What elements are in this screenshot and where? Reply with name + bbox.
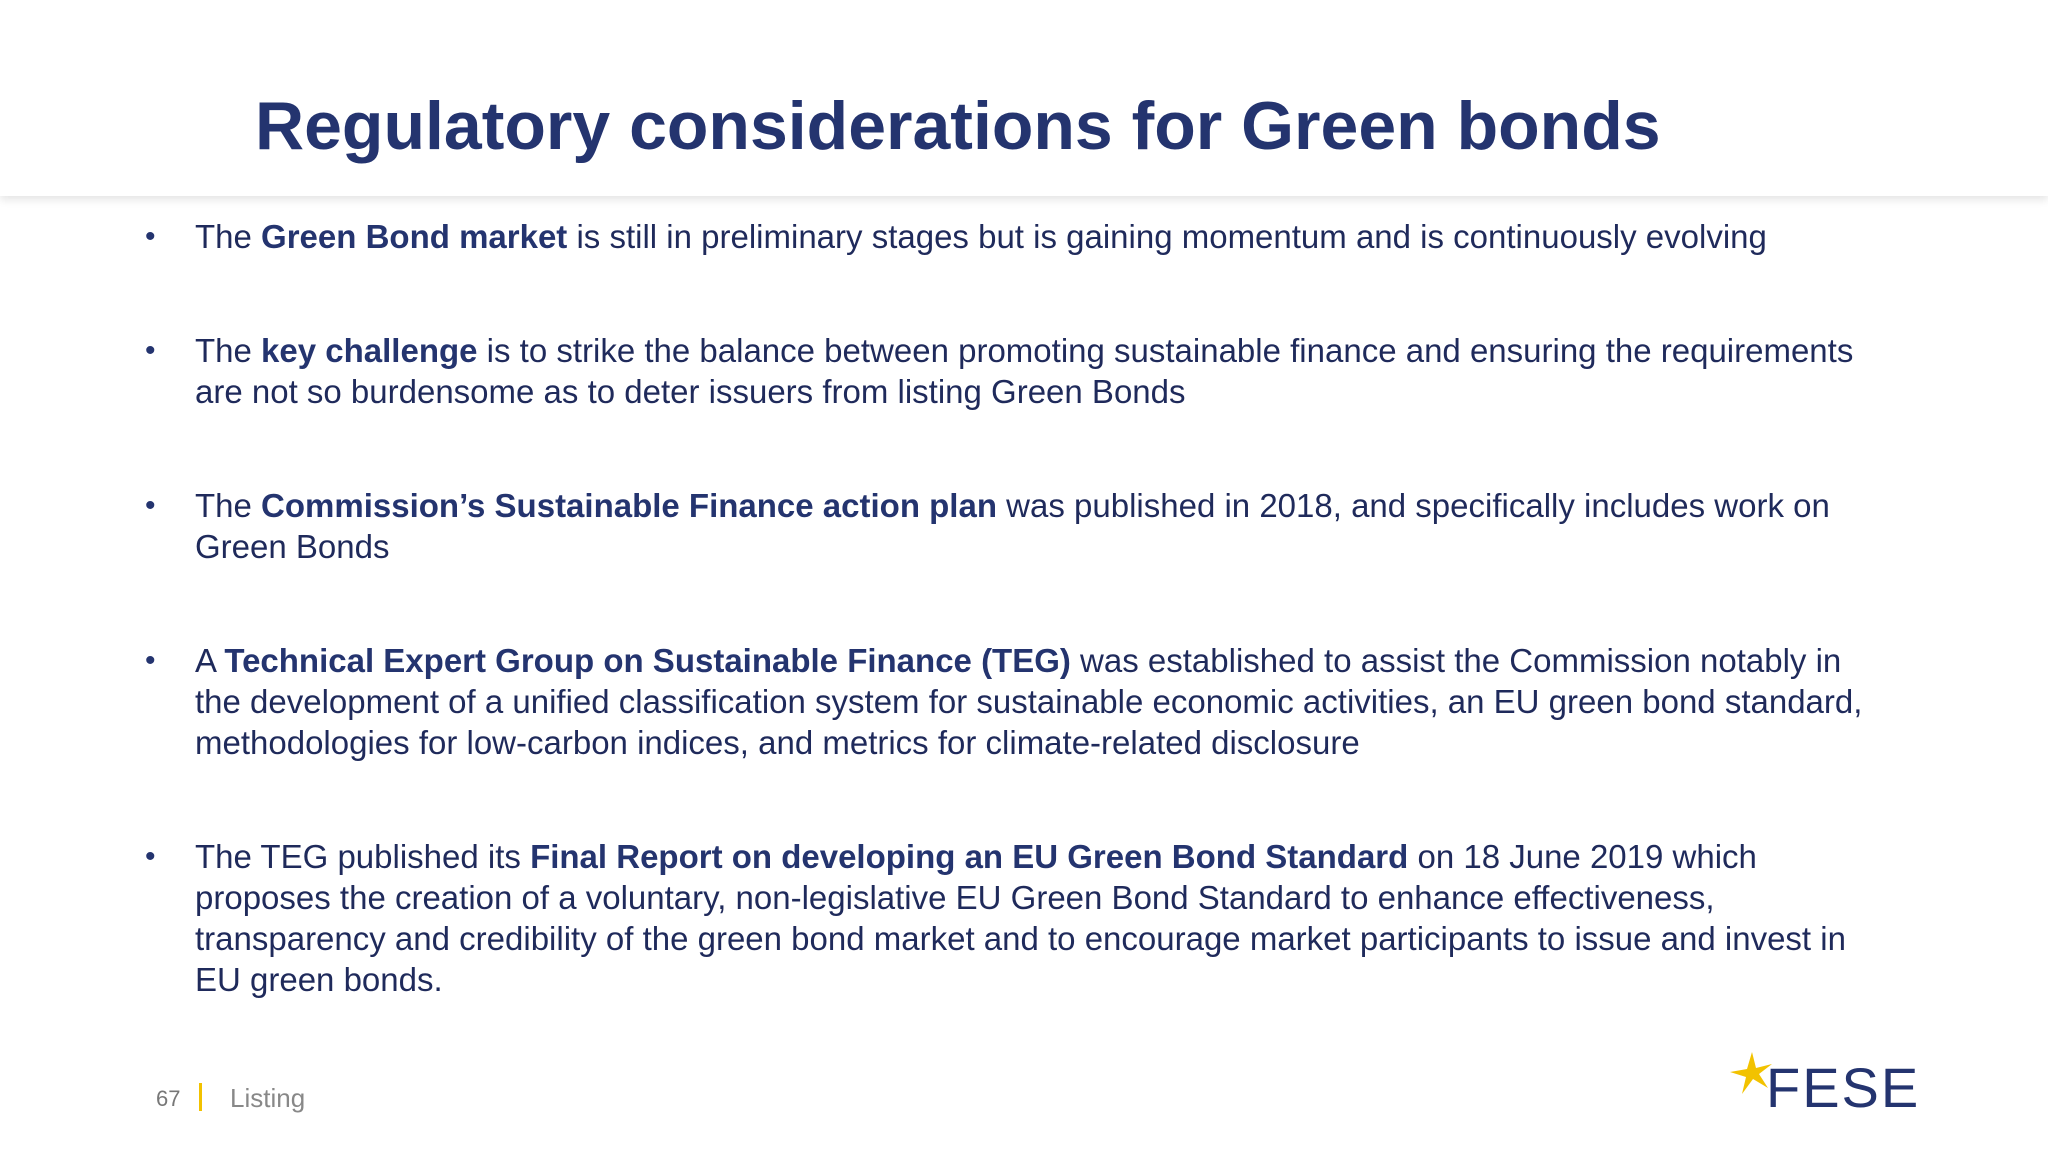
footer-section-label: Listing (230, 1083, 306, 1113)
bullet-text-bold: Final Report on developing an EU Green Bond Standard (530, 838, 1409, 875)
bullet-text-bold: Commission’s Sustainable Finance action plan (261, 487, 997, 524)
footer-divider (199, 1083, 202, 1111)
bullet-text-post: is still in preliminary stages but is gaining momentum and is continuously evolving (567, 218, 1767, 255)
bullet-text (195, 216, 1885, 257)
bullet-text-pre: A (195, 642, 225, 679)
bullet-text (195, 485, 1885, 567)
bullet-text-bold: Technical Expert Group on Sustainable Finance (TEG) (224, 642, 1071, 679)
bullet-text (195, 330, 1885, 412)
bullet-text-pre: The TEG published its (195, 838, 531, 875)
bullet-text-post: was published in 2018, and specifically includes work on Green Bonds (195, 487, 1830, 565)
bullet-marker: • (145, 840, 156, 873)
bullet-marker: • (145, 220, 156, 253)
bullet-text-bold: Green Bond market (261, 218, 568, 255)
bullet-marker: • (145, 334, 156, 367)
bullet-item (145, 640, 1885, 763)
bullet-text-post: was established to assist the Commission notably in the development of a unified classification system for sustainable economic activities, an EU green bond standard, methodologies for low-carbon indices, and metrics for climate-related disclosure (195, 642, 1863, 761)
bullet-text-post: is to strike the balance between promoting sustainable finance and ensuring the requirements are not so burdensome as to deter issuers from listing Green Bonds (195, 332, 1854, 410)
bullet-text-post: on 18 June 2019 which proposes the creation of a voluntary, non-legislative EU Green Bond Standard to enhance effectiveness, transparency and credibility of the green bond market and to encourage market participants to issue and invest in EU green bonds. (195, 838, 1846, 998)
bullet-text-pre: The (195, 332, 262, 369)
bullet-text-pre: The (195, 218, 262, 255)
bullet-text (195, 640, 1885, 763)
slide-header (0, 0, 2048, 196)
slide-title: Regulatory considerations for Green bonds (255, 88, 1661, 164)
bullet-item (145, 836, 1885, 1000)
bullet-text-pre: The (195, 487, 262, 524)
bullet-text-bold: key challenge (261, 332, 478, 369)
bullet-item (145, 330, 1885, 412)
page-number: 67 (156, 1086, 181, 1111)
bullet-marker: • (145, 489, 156, 522)
bullet-item (145, 216, 1885, 257)
fese-logo (1728, 1050, 1921, 1120)
bullet-marker: • (145, 644, 156, 677)
bullet-text (195, 836, 1885, 1000)
bullet-item (145, 485, 1885, 567)
logo-text: FESE (1766, 1056, 1921, 1119)
bullet-list (145, 216, 1905, 1036)
